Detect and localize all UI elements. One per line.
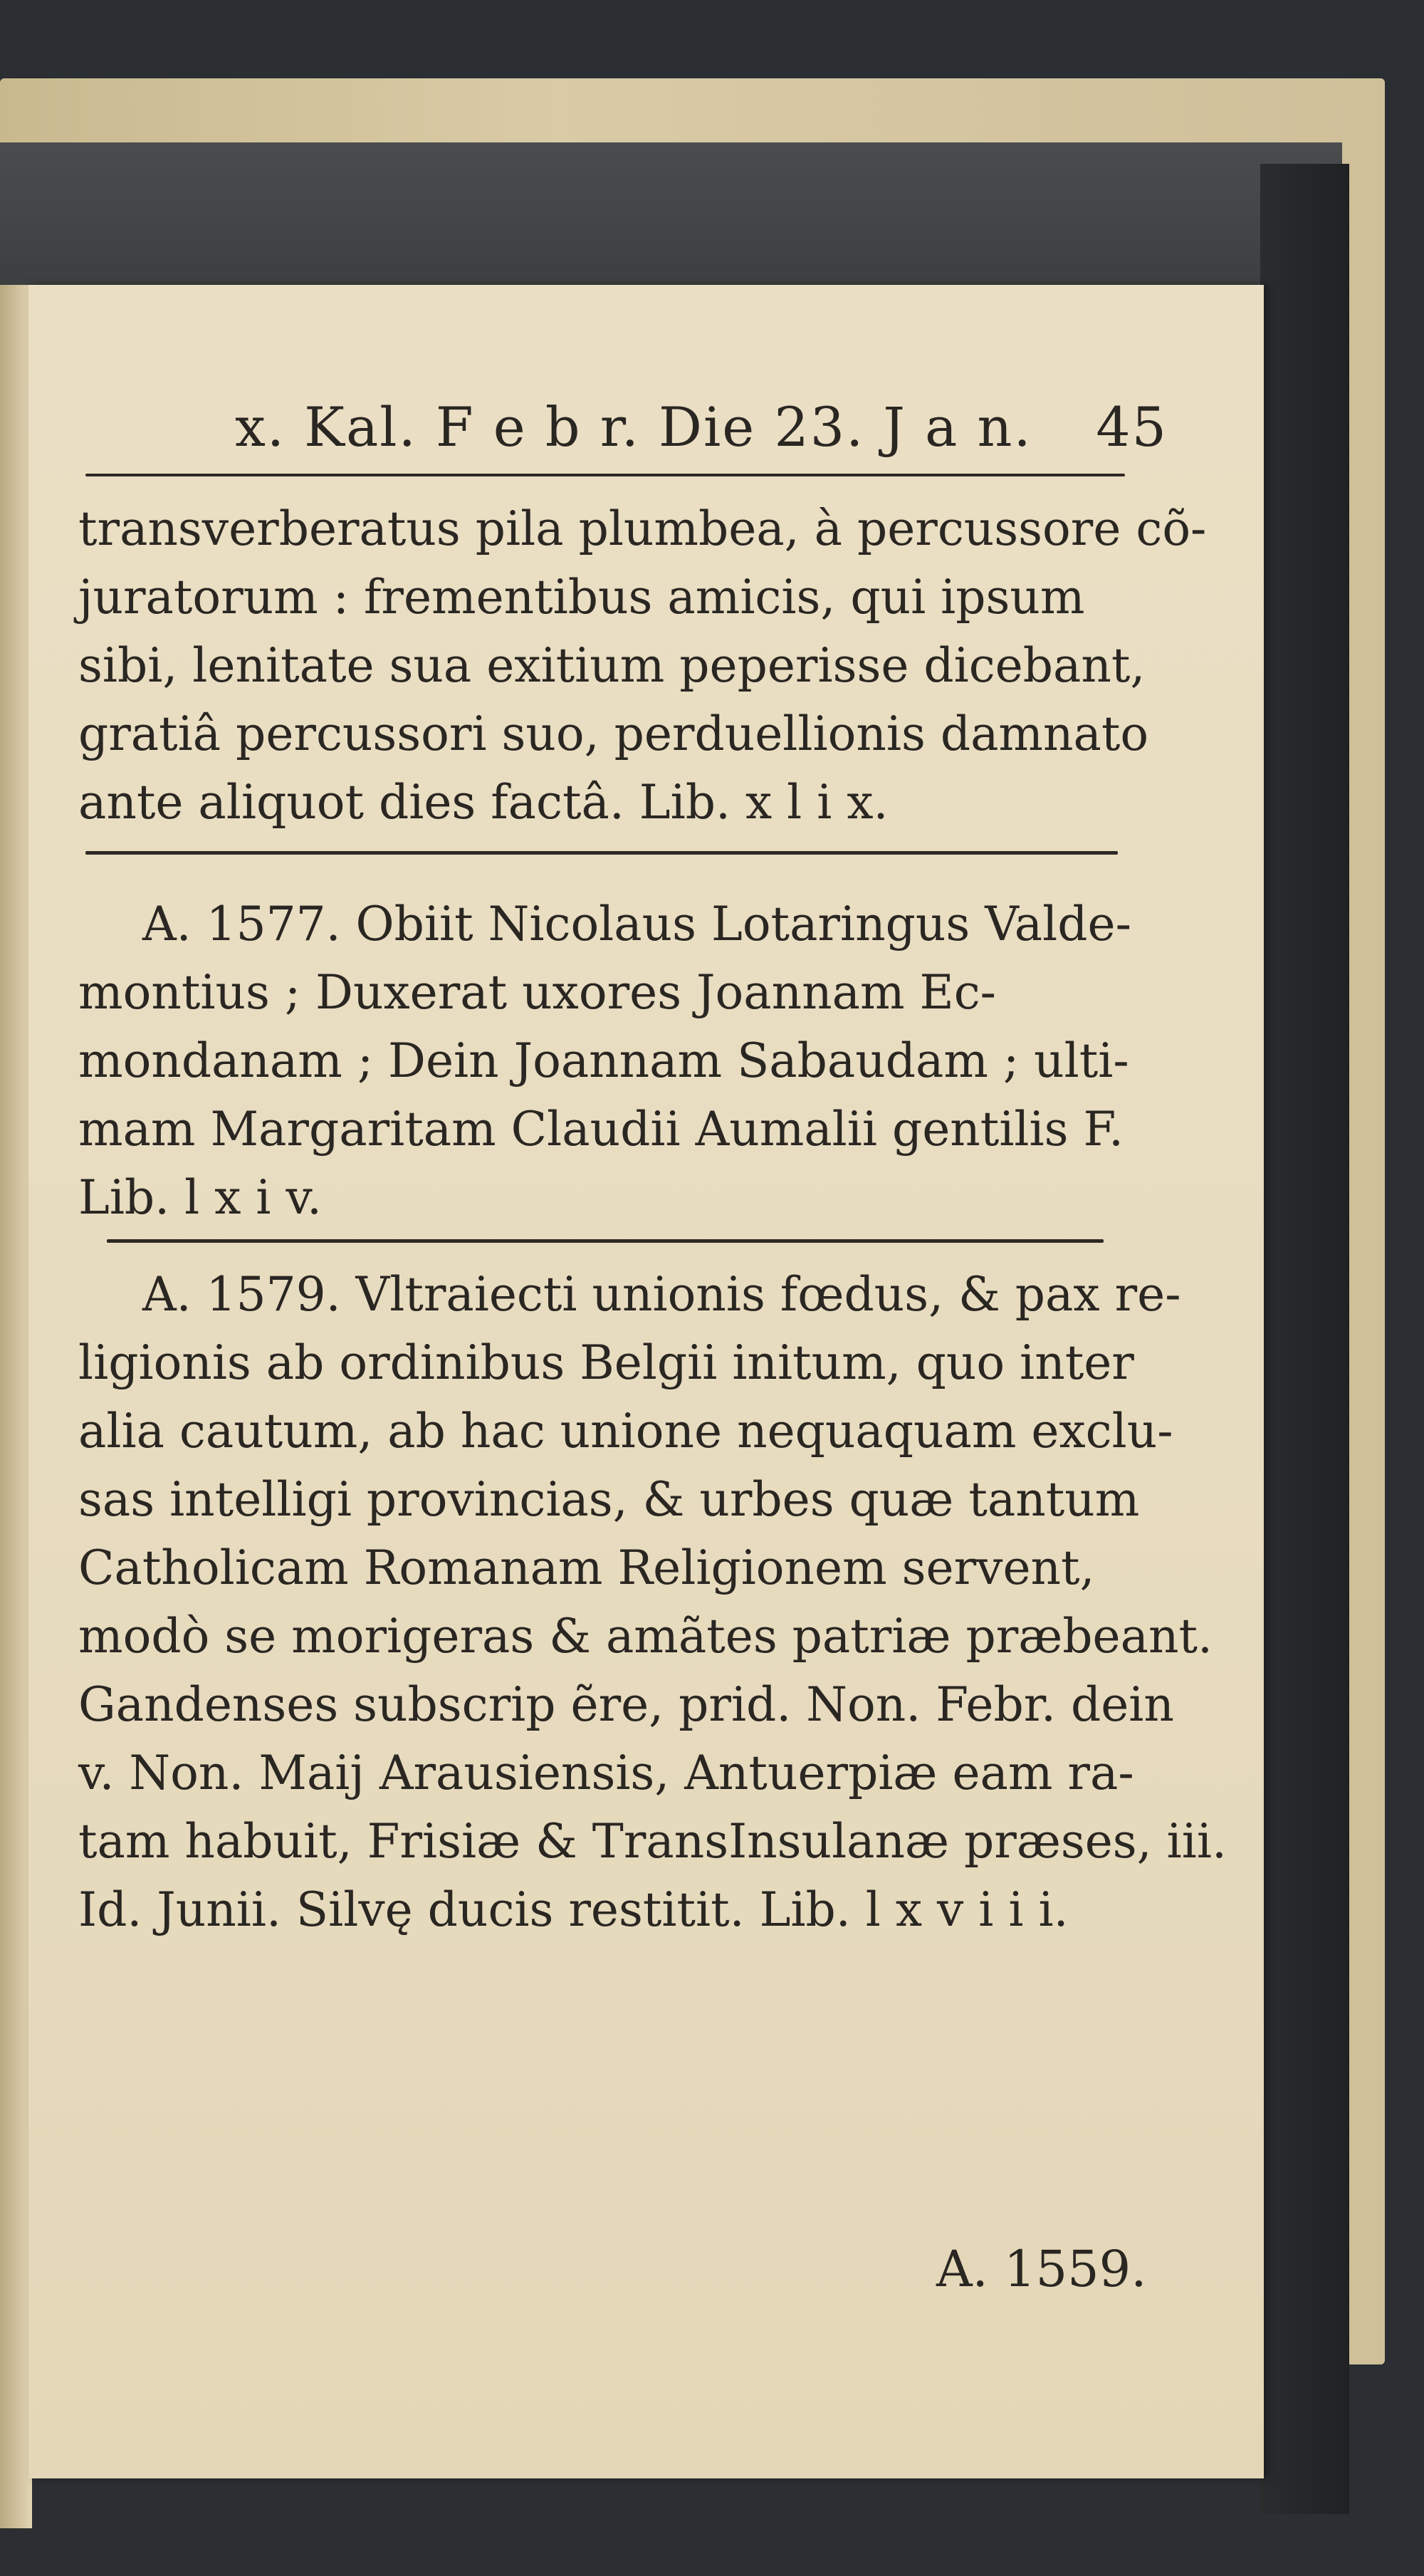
text-line: Id. Junii. Silvę ducis restitit. Lib. l x v i i i. <box>78 1882 1069 1937</box>
text-line: A. 1577. Obiit Nicolaus Lotaringus Valde- <box>142 897 1131 951</box>
section-rule <box>85 851 1118 855</box>
text-line: mondanam ; Dein Joannam Sabaudam ; ulti- <box>78 1033 1129 1088</box>
text-line: Gandenses subscrip ẽre, prid. Non. Febr. dein <box>78 1677 1174 1732</box>
paragraph-3 <box>78 1261 1227 1944</box>
text-line: ante aliquot dies factâ. Lib. x l i x. <box>78 775 889 830</box>
text-line: Lib. l x i v. <box>78 1170 322 1225</box>
text-line: A. 1579. Vltraiecti unionis fœdus, & pax re- <box>142 1267 1181 1322</box>
book-spine <box>1260 164 1349 2514</box>
text-line: ligionis ab ordinibus Belgii initum, quo inter <box>78 1335 1134 1390</box>
text-line: alia cautum, ab hac unione nequaquam exclu- <box>78 1404 1173 1459</box>
catchword: A. 1559. <box>936 2240 1147 2298</box>
section-rule <box>107 1239 1104 1243</box>
paragraph-2 <box>78 890 1146 1232</box>
running-head-title: x. Kal. F e b r. Die 23. J a n. <box>235 395 1032 459</box>
text-line: montius ; Duxerat uxores Joannam Ec- <box>78 965 996 1020</box>
text-line: juratorum : frementibus amicis, qui ipsum <box>78 570 1085 625</box>
text-line: gratiâ percussori suo, perduellionis damnato <box>78 706 1149 761</box>
left-page-edge <box>0 285 32 2528</box>
paragraph-1 <box>78 495 1207 837</box>
running-head <box>235 395 1168 466</box>
text-line: v. Non. Maij Arausiensis, Antuerpiæ eam ra- <box>78 1746 1134 1800</box>
text-line: mam Margaritam Claudii Aumalii gentilis F. <box>78 1102 1124 1157</box>
text-line: Catholicam Romanam Religionem servent, <box>78 1540 1095 1595</box>
page-number: 45 <box>1096 395 1168 459</box>
text-line: transverberatus pila plumbea, à percussore cõ- <box>78 501 1207 556</box>
text-line: tam habuit, Frisiæ & TransInsulanæ præses, iii. <box>78 1814 1227 1869</box>
text-line: sas intelligi provincias, & urbes quæ tantum <box>78 1472 1140 1527</box>
text-line: modò se morigeras & amãtes patriæ præbeant. <box>78 1609 1213 1664</box>
text-line: sibi, lenitate sua exitium peperisse dicebant, <box>78 638 1146 693</box>
head-rule <box>85 474 1125 476</box>
